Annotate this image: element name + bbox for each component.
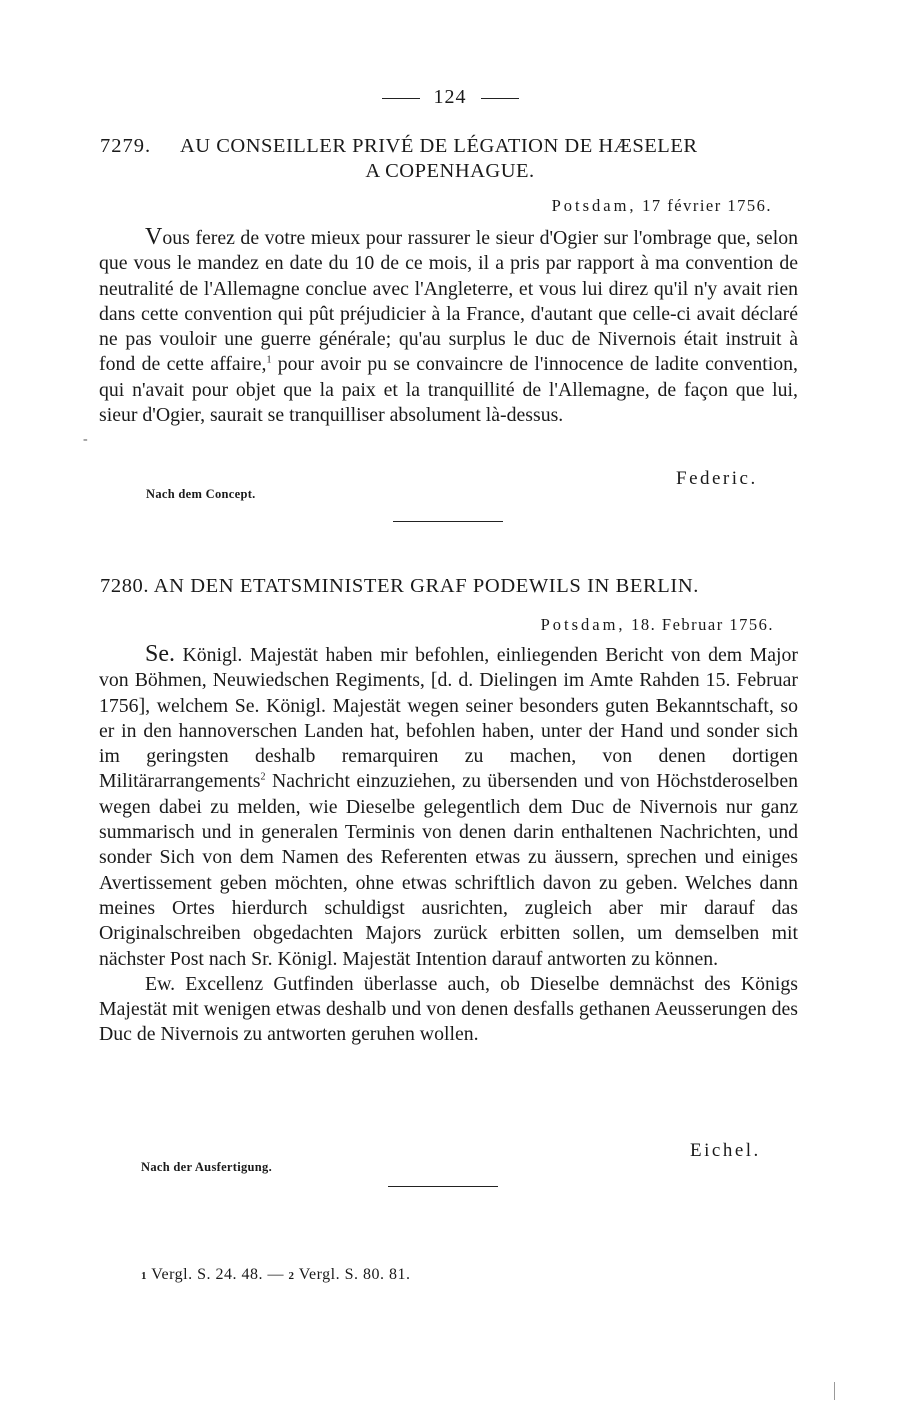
scan-artifact-mark xyxy=(834,1382,835,1400)
footnote-1-text: Vergl. S. 24. 48. — xyxy=(147,1266,289,1283)
letter-7280-paragraph-1 xyxy=(99,642,798,972)
letter-7279-initial: V xyxy=(145,224,163,250)
letter-7280-text-b: Nachricht einzuziehen, zu übersenden und von Höchstderoselben wegen dabei zu melden, wie Dieselbe gelegentlich dem Duc de Nivernois nur ganz summarisch und in generalen Terminis von denen darin enthaltenen Nachrichten, und sonder Sich von dem Namen des Referenten etwas zu äussern, sprechen und einiges Avertissement geben möchten, ohne etwas schriftlich davon zu geben. Welches dann meines Ortes hierdurch schuldigst ausrichten, zugleich aber mir darauf das Originalschreiben obgedachten Majors zurück erbitten sollen, um demselben mit nächster Post nach Sr. Königl. Majestät Intention darauf antworten zu können. xyxy=(99,770,798,970)
page-number-text: 124 xyxy=(433,86,467,108)
letter-7279-source-note: Nach dem Concept. xyxy=(146,487,256,501)
letter-7280-number: 7280. xyxy=(100,575,150,597)
footnote-ref-2[interactable]: 2 xyxy=(260,771,266,783)
letter-7280-place: Potsdam, xyxy=(540,615,626,634)
section-divider xyxy=(393,521,503,522)
footnote-ref-1[interactable]: 1 xyxy=(266,354,272,366)
letter-7280-signature: Eichel. xyxy=(690,1140,761,1161)
letter-7279-heading xyxy=(100,134,800,184)
letter-7279-heading-line1: AU CONSEILLER PRIVÉ DE LÉGATION DE HÆSELER xyxy=(180,135,698,157)
letter-7280-heading-text: AN DEN ETATSMINISTER GRAF PODEWILS IN BERLIN. xyxy=(153,575,699,597)
letter-7280-heading xyxy=(100,574,800,599)
margin-mark: - xyxy=(83,432,88,447)
letter-7279-paragraph xyxy=(99,225,798,428)
letter-7280-source-note: Nach der Ausfertigung. xyxy=(141,1160,273,1174)
page-number-dash-right xyxy=(481,98,519,99)
letter-7280-paragraph-2: Ew. Excellenz Gutfinden überlasse auch, ob Dieselbe demnächst des Königs Majestät mit wenigen etwas deshalb und von denen desfalls gethanen Aeusserungen des Duc de Nivernois zu antworten geruhen wollen. xyxy=(99,972,798,1046)
letter-7280-dateline xyxy=(541,615,774,635)
page-number xyxy=(0,86,900,109)
page-number-dash-left xyxy=(382,98,420,99)
footnote-2-text: Vergl. S. 80. 81. xyxy=(294,1266,411,1283)
letter-7279-signature: Federic. xyxy=(676,468,758,489)
letter-7279-number: 7279. xyxy=(100,135,152,157)
letter-7280-date: 18. Februar 1756. xyxy=(631,615,774,634)
letter-7280-initial-word: Se. xyxy=(145,641,175,667)
letter-7279-place: Potsdam, xyxy=(551,196,637,215)
footnotes xyxy=(141,1266,410,1284)
letter-7279-dateline xyxy=(552,196,772,216)
footnote-2-number: 2 xyxy=(288,1270,295,1282)
footnote-divider xyxy=(388,1186,498,1187)
letter-7279-heading-line2: A COPENHAGUE. xyxy=(365,160,535,182)
footnote-1-number: 1 xyxy=(141,1270,147,1282)
letter-7280-body xyxy=(99,642,798,1048)
letter-7279-text-cont: pour avoir pu se convaincre de l'innocence de ladite convention, qui n'avait pour objet que la paix et la tranquillité de l'Allemagne, de façon que lui, sieur d'Ogier, saurait se tranquilliser absolument là-dessus. xyxy=(99,353,798,427)
letter-7279-date: 17 février 1756. xyxy=(642,196,772,215)
letter-7279-text: ous ferez de votre mieux pour rassurer le sieur d'Ogier sur l'ombrage que, selon que vous le mandez en date du 10 de ce mois, il a pris par rapport à ma convention de neutralité de l'Allemagne conclue avec l'Angleterre, et vous lui direz qu'il n'y avait rien dans cette convention qui pût préjudicier à la France, d'autant que celle-ci avait déclaré ne pas vouloir une guerre générale; qu'au surplus le duc de Nivernois était instruit à fond de cette affaire, xyxy=(99,227,798,376)
letter-7279-body xyxy=(99,225,798,428)
letter-7280-text-a: Königl. Majestät haben mir befohlen, einliegenden Bericht von dem Major von Böhmen, Neuwiedschen Regiments, [d. d. Dielingen im Amte Rahden 15. Februar 1756], welchem Se. Königl. Majestät wegen seiner besonders guten Bekanntschaft, so er in den hannoverschen Landen hat, befohlen haben, unter der Hand und sonder sich im geringsten deshalb remarquiren zu machen, von denen dortigen Militärarrangements xyxy=(99,644,798,793)
